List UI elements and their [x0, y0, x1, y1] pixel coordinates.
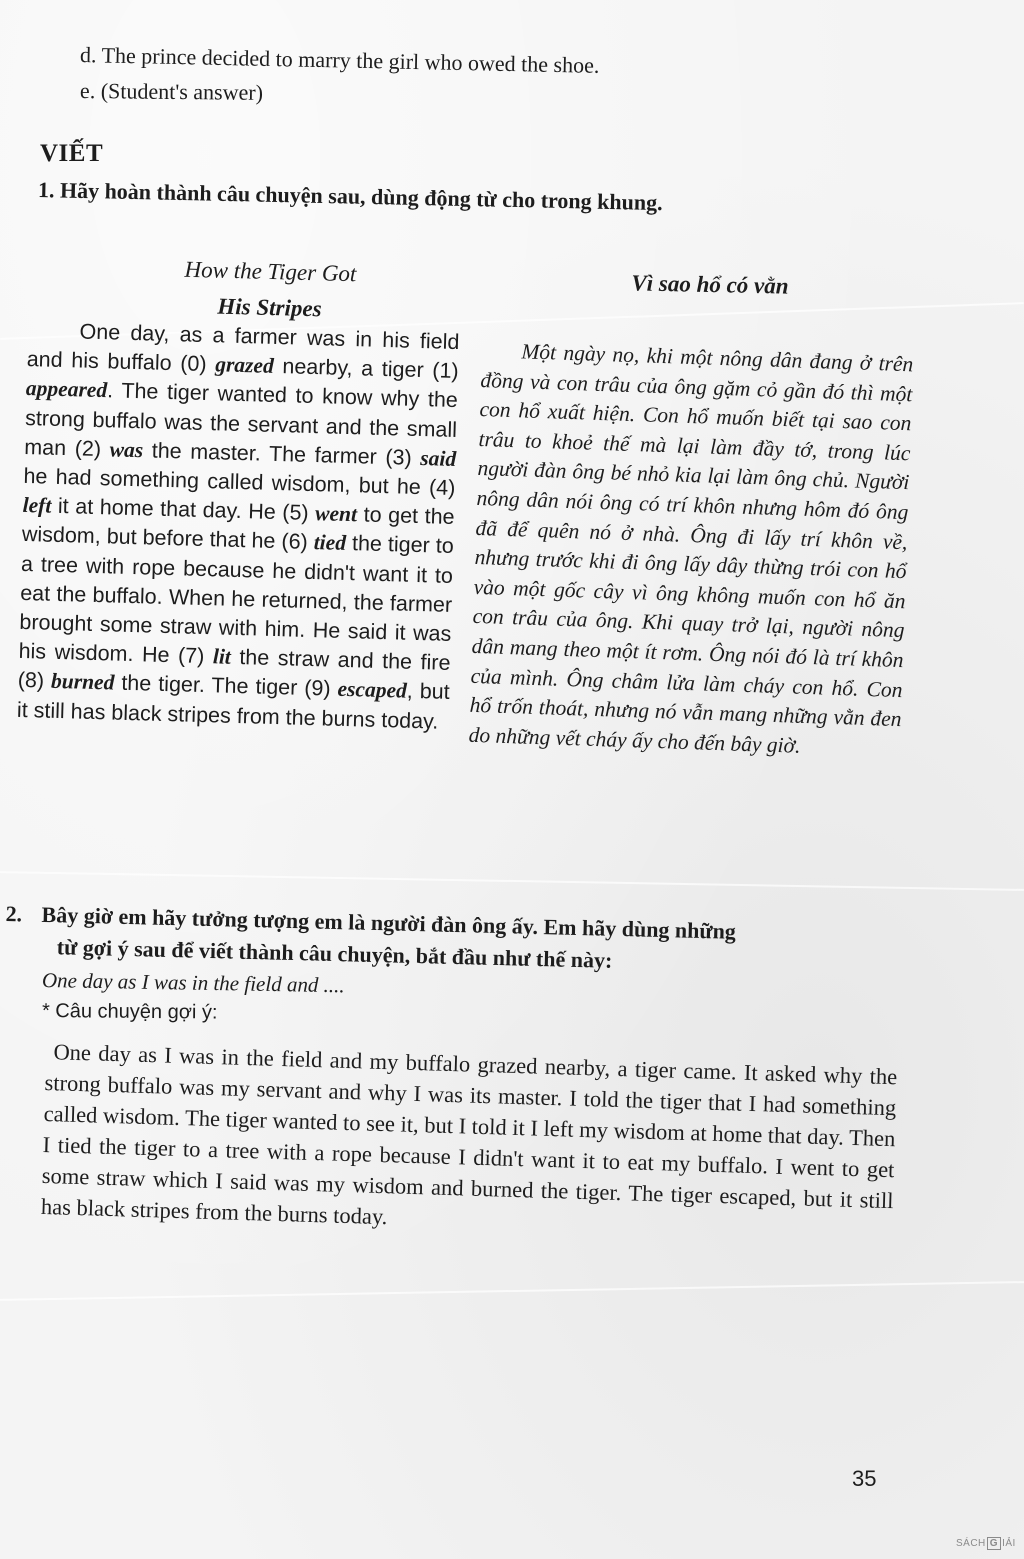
verb-answer: was	[109, 437, 144, 463]
task-2-number: 2.	[5, 900, 23, 927]
story-text-en	[17, 316, 460, 737]
watermark-text-left: SÁCH	[956, 1538, 986, 1549]
story-prompt: One day as I was in the field and ....	[41, 968, 345, 998]
answer-e: e. (Student's answer)	[79, 78, 264, 105]
verb-answer: grazed	[214, 352, 275, 379]
story-text-vi: Một ngày nọ, khi một nông dân đang ở trên đồng và con trâu của ông gặm cỏ gần đó thì một con hổ xuất hiện. Con hổ muốn biết tại sao con trâu to khoẻ thế mà lại làm đầy tớ, trong lúc người đàn ông bé nhỏ kia lại làm ông chủ. Người nông dân nói ông có trí khôn nhưng hôm đó ông đã để quên nó ở nhà. Ông đi lấy trí khôn về, nhưng trước khi đi ông lấy dây thừng trói con hổ vào một gốc cây vì ông không muốn con hổ ăn con trâu của ông. Khi quay trở lại, người nông dân mang theo một ít rơm. Ông nói đó là trí khôn của mình. Ông châm lửa làm cháy con hổ. Con hổ trốn thoát, nhưng nó vẫn mang những vằn đen do những vết cháy ấy cho đến bây giờ.	[468, 339, 914, 758]
verb-answer: said	[420, 445, 457, 471]
watermark-logo	[956, 1537, 1016, 1550]
task-1-instruction: 1. Hãy hoàn thành câu chuyện sau, dùng động từ cho trong khung.	[37, 177, 663, 216]
story-text-segment: the straw and the fire (8)	[17, 645, 451, 694]
hint-label: * Câu chuyện gợi ý:	[41, 1000, 218, 1024]
story-text-segment: , but it still has black stripes from the burns today.	[16, 679, 450, 734]
task-2-text: Bây giờ em hãy tưởng tượng em là người đàn ông ấy. Em hãy dùng những	[41, 901, 737, 944]
story-title-en-line1: How the Tiger Got	[184, 256, 357, 287]
paper-crease	[0, 1281, 1024, 1301]
story-text-segment: One day, as a farmer was in his field and his buffalo (0)	[26, 319, 460, 377]
suggested-story: One day as I was in the field and my buffalo grazed nearby, a tiger came. It asked why the strong buffalo was my servant and why I was its master. I told the tiger that I had something called wisdom. The tiger wanted to see it, but I told it I left my wisdom at home that day. Then I tied the tiger to a tree with a rope because I didn't want it to eat my buffalo. I went to get some straw which I said was my wisdom and burned the tiger. The tiger escaped, but it still has black stripes from the burns today.	[40, 1039, 898, 1230]
story-text-segment: nearby, a tiger (1)	[273, 354, 459, 384]
verb-answer: lit	[212, 644, 232, 670]
story-text-segment: the tiger. The tiger (9)	[114, 670, 338, 702]
watermark-box-letter: G	[987, 1537, 1001, 1550]
verb-answer: appeared	[25, 376, 108, 403]
section-heading: VIẾT	[40, 140, 104, 167]
task-2-line2: từ gợi ý sau để viết thành câu chuyện, bắt đầu như thế này:	[56, 934, 613, 973]
verb-answer: tied	[313, 530, 347, 556]
story-title-en-line2: His Stripes	[217, 293, 322, 322]
story-text-segment: the master. The farmer (3)	[142, 438, 421, 470]
answer-d: d. The prince decided to marry the girl who owed the shoe.	[79, 42, 600, 78]
story-text-segment: to get the wisdom, but before that he (6)	[21, 502, 455, 555]
verb-answer: left	[22, 493, 52, 518]
story-text-segment: the tiger to a tree with rope because he didn't want it to eat the buffalo. When he returned, the farmer brought some straw with him. He said it was his wisdom. He (7)	[18, 531, 455, 669]
verb-answer: went	[314, 501, 358, 527]
story-text-segment: he had something called wisdom, but he (4)	[23, 463, 456, 501]
story-title-vi: Vì sao hổ có vằn	[631, 270, 789, 299]
story-text-segment: . The tiger wanted to know why the strong buffalo was the servant and the small man (2)	[24, 378, 459, 462]
story-text-segment: it at home that day. He (5)	[51, 493, 316, 526]
story-title-en	[149, 251, 391, 329]
verb-answer: burned	[50, 669, 115, 695]
page-number: 35	[852, 1466, 877, 1491]
watermark-text-right: IẢI	[1002, 1538, 1016, 1549]
verb-answer: escaped	[337, 677, 408, 704]
paper-crease	[0, 871, 1024, 891]
